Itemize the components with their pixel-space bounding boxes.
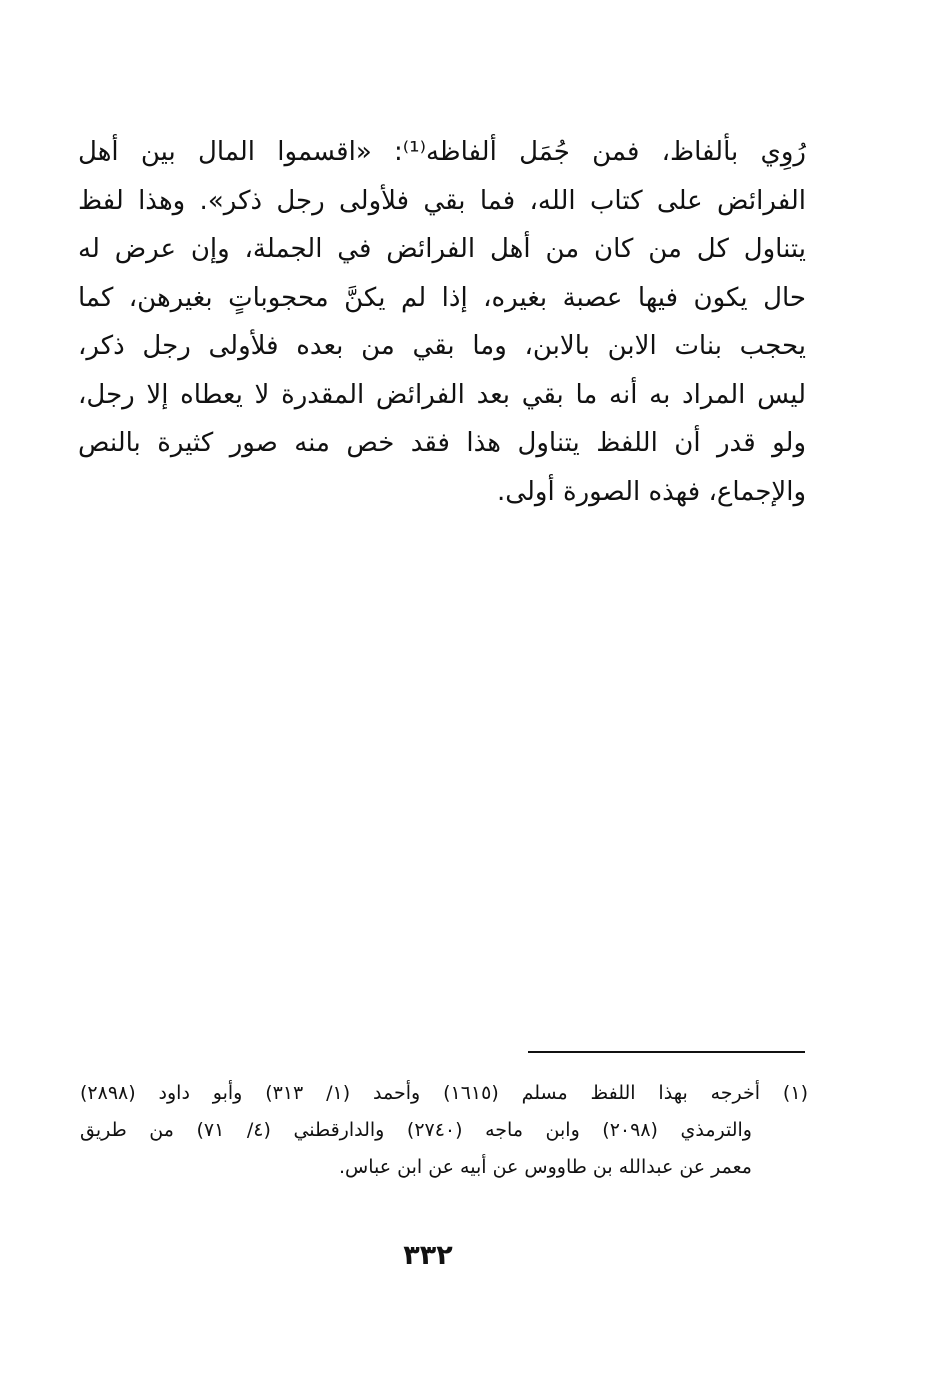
footnote-line: والترمذي (٢٠٩٨) وابن ماجه (٢٧٤٠) والدارقطني (٤/ ٧١) من طريق (80, 1119, 752, 1141)
body-line: حال يكون فيها عصبة بغيره، إذا لم يكنَّ محجوباتٍ بغيرهن، كما (78, 282, 806, 313)
body-line: الفرائض على كتاب الله، فما بقي فلأولى رجل ذكر». وهذا لفظ (78, 185, 806, 216)
body-line: يحجب بنات الابن بالابن، وما بقي من بعده فلأولى رجل ذكر، (78, 331, 806, 361)
page-number: ٣٣٢ (403, 1240, 453, 1271)
footnote-line: (١) أخرجه بهذا اللفظ مسلم (١٦١٥) وأحمد (١/ ٣١٣) وأبو داود (٢٨٩٨) (80, 1082, 808, 1104)
footnotes-block (80, 1075, 808, 1186)
body-line: ولو قدر أن اللفظ يتناول هذا فقد خص منه صور كثيرة بالنص (78, 428, 806, 458)
footnote-line: معمر عن عبدالله بن طاووس عن أبيه عن ابن عباس. (339, 1156, 752, 1178)
footnote-separator (528, 1051, 805, 1053)
body-line: يتناول كل من كان من أهل الفرائض في الجملة، وإن عرض له (78, 234, 806, 264)
body-line: والإجماع، فهذه الصورة أولى. (497, 476, 806, 507)
body-line: ليس المراد به أنه ما بقي بعد الفرائض المقدرة لا يعطاه إلا رجل، (78, 379, 806, 410)
body-line: رُوِي بألفاظ، فمن جُمَل ألفاظه⁽¹⁾: «اقسموا المال بين أهل (78, 137, 806, 167)
main-text-block (78, 128, 806, 516)
